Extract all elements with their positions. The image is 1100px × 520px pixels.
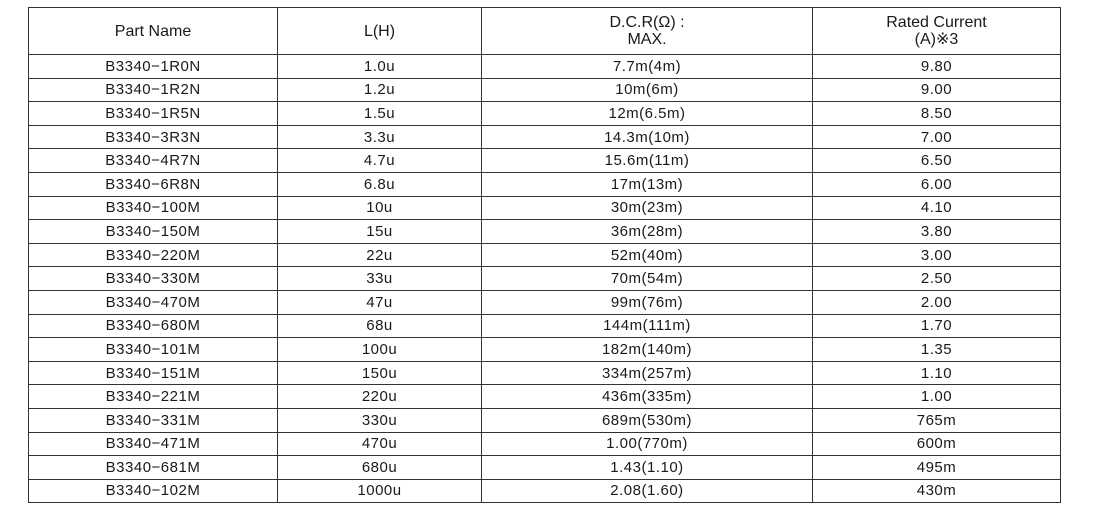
cell-rated-current: 8.50	[813, 102, 1061, 126]
cell-rated-current: 9.00	[813, 78, 1061, 102]
cell-part-name: B3340−102M	[29, 479, 278, 503]
cell-inductance: 1.5u	[278, 102, 482, 126]
cell-dcr: 182m(140m)	[482, 338, 813, 362]
cell-inductance: 68u	[278, 314, 482, 338]
cell-dcr: 70m(54m)	[482, 267, 813, 291]
cell-rated-current: 1.70	[813, 314, 1061, 338]
table-row	[29, 456, 1061, 480]
table-row	[29, 338, 1061, 362]
table-row	[29, 220, 1061, 244]
table-row	[29, 243, 1061, 267]
table-row	[29, 78, 1061, 102]
cell-dcr: 1.43(1.10)	[482, 456, 813, 480]
cell-part-name: B3340−100M	[29, 196, 278, 220]
cell-part-name: B3340−680M	[29, 314, 278, 338]
cell-dcr: 689m(530m)	[482, 408, 813, 432]
cell-part-name: B3340−681M	[29, 456, 278, 480]
cell-rated-current: 4.10	[813, 196, 1061, 220]
cell-rated-current: 1.10	[813, 361, 1061, 385]
cell-dcr: 36m(28m)	[482, 220, 813, 244]
cell-dcr: 7.7m(4m)	[482, 55, 813, 79]
header-row	[29, 8, 1061, 55]
cell-rated-current: 1.00	[813, 385, 1061, 409]
header-inductance: L(H)	[278, 8, 482, 55]
cell-inductance: 10u	[278, 196, 482, 220]
cell-rated-current: 9.80	[813, 55, 1061, 79]
cell-part-name: B3340−330M	[29, 267, 278, 291]
cell-part-name: B3340−151M	[29, 361, 278, 385]
table-row	[29, 149, 1061, 173]
cell-part-name: B3340−1R5N	[29, 102, 278, 126]
cell-dcr: 14.3m(10m)	[482, 125, 813, 149]
cell-rated-current: 6.00	[813, 172, 1061, 196]
cell-part-name: B3340−101M	[29, 338, 278, 362]
cell-inductance: 1.2u	[278, 78, 482, 102]
header-rated-line1: Rated Current	[886, 14, 987, 31]
header-part-name: Part Name	[29, 8, 278, 55]
table-row	[29, 125, 1061, 149]
cell-part-name: B3340−471M	[29, 432, 278, 456]
table-body	[29, 55, 1061, 503]
cell-part-name: B3340−221M	[29, 385, 278, 409]
table-row	[29, 172, 1061, 196]
cell-rated-current: 3.80	[813, 220, 1061, 244]
cell-dcr: 436m(335m)	[482, 385, 813, 409]
cell-dcr: 17m(13m)	[482, 172, 813, 196]
table-row	[29, 361, 1061, 385]
cell-inductance: 1.0u	[278, 55, 482, 79]
cell-dcr: 30m(23m)	[482, 196, 813, 220]
cell-rated-current: 2.00	[813, 290, 1061, 314]
cell-part-name: B3340−150M	[29, 220, 278, 244]
cell-dcr: 52m(40m)	[482, 243, 813, 267]
cell-part-name: B3340−1R0N	[29, 55, 278, 79]
cell-dcr: 2.08(1.60)	[482, 479, 813, 503]
cell-dcr: 1.00(770m)	[482, 432, 813, 456]
cell-rated-current: 600m	[813, 432, 1061, 456]
cell-inductance: 470u	[278, 432, 482, 456]
cell-dcr: 334m(257m)	[482, 361, 813, 385]
header-dcr-line2: MAX.	[627, 31, 667, 48]
cell-dcr: 10m(6m)	[482, 78, 813, 102]
header-rated-line2: (A)※3	[914, 31, 959, 48]
table-row	[29, 432, 1061, 456]
table-row	[29, 196, 1061, 220]
cell-part-name: B3340−470M	[29, 290, 278, 314]
cell-rated-current: 3.00	[813, 243, 1061, 267]
cell-part-name: B3340−4R7N	[29, 149, 278, 173]
table-header	[29, 8, 1061, 55]
cell-rated-current: 495m	[813, 456, 1061, 480]
cell-inductance: 33u	[278, 267, 482, 291]
cell-inductance: 330u	[278, 408, 482, 432]
cell-inductance: 6.8u	[278, 172, 482, 196]
cell-part-name: B3340−3R3N	[29, 125, 278, 149]
cell-inductance: 100u	[278, 338, 482, 362]
table-row	[29, 479, 1061, 503]
cell-inductance: 22u	[278, 243, 482, 267]
cell-rated-current: 765m	[813, 408, 1061, 432]
table-row	[29, 55, 1061, 79]
cell-inductance: 4.7u	[278, 149, 482, 173]
cell-part-name: B3340−1R2N	[29, 78, 278, 102]
header-dcr	[482, 8, 813, 55]
cell-dcr: 99m(76m)	[482, 290, 813, 314]
cell-dcr: 15.6m(11m)	[482, 149, 813, 173]
header-rated-current	[813, 8, 1061, 55]
cell-rated-current: 6.50	[813, 149, 1061, 173]
cell-inductance: 220u	[278, 385, 482, 409]
cell-inductance: 15u	[278, 220, 482, 244]
table-row	[29, 102, 1061, 126]
cell-dcr: 144m(111m)	[482, 314, 813, 338]
cell-rated-current: 430m	[813, 479, 1061, 503]
cell-part-name: B3340−331M	[29, 408, 278, 432]
table-row	[29, 267, 1061, 291]
header-dcr-line1: D.C.R(Ω) :	[609, 14, 685, 31]
table-row	[29, 385, 1061, 409]
cell-part-name: B3340−6R8N	[29, 172, 278, 196]
cell-inductance: 47u	[278, 290, 482, 314]
cell-part-name: B3340−220M	[29, 243, 278, 267]
cell-dcr: 12m(6.5m)	[482, 102, 813, 126]
cell-inductance: 680u	[278, 456, 482, 480]
cell-inductance: 3.3u	[278, 125, 482, 149]
table-row	[29, 408, 1061, 432]
cell-rated-current: 2.50	[813, 267, 1061, 291]
cell-rated-current: 7.00	[813, 125, 1061, 149]
table-row	[29, 290, 1061, 314]
cell-rated-current: 1.35	[813, 338, 1061, 362]
inductor-spec-table	[28, 7, 1061, 503]
cell-inductance: 150u	[278, 361, 482, 385]
table-row	[29, 314, 1061, 338]
cell-inductance: 1000u	[278, 479, 482, 503]
